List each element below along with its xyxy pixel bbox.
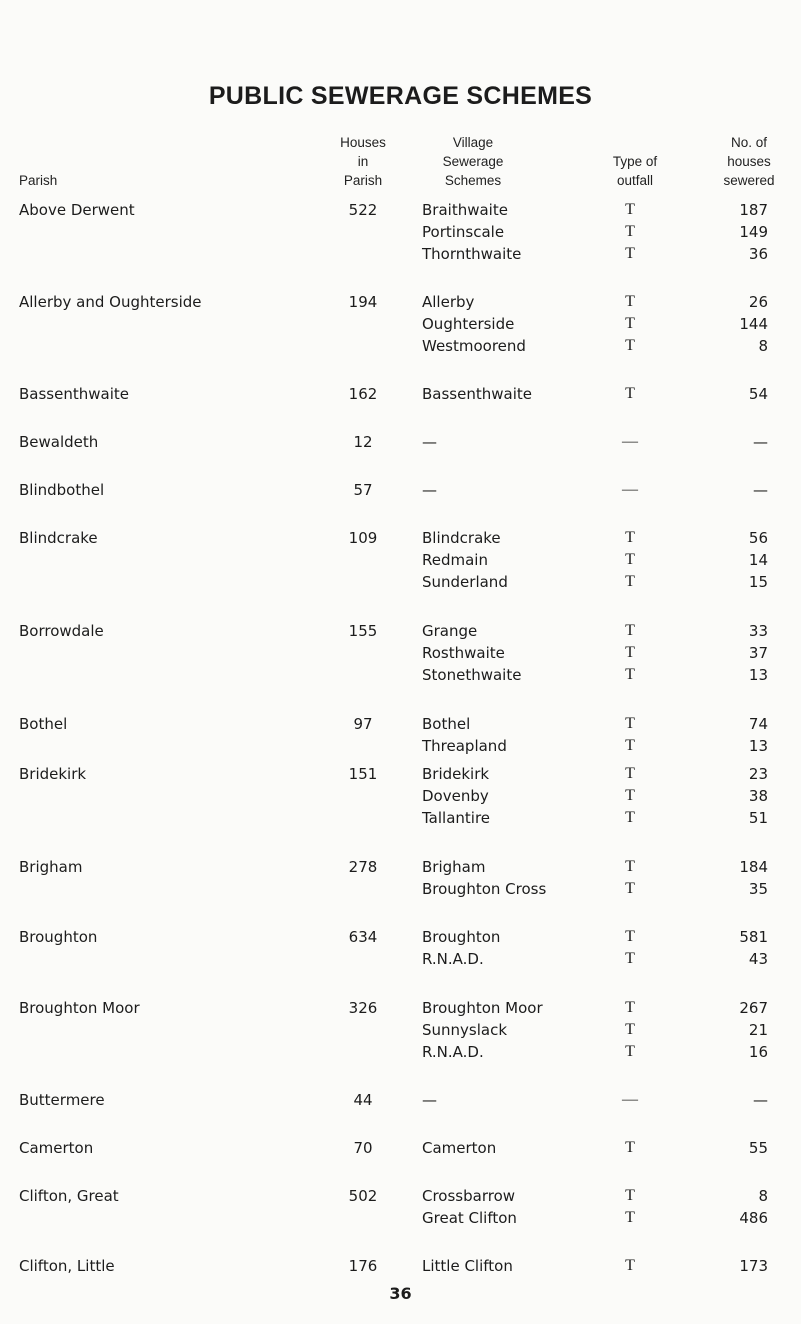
cell-houses: 522 [348,201,378,219]
cell-village: Crossbarrow [422,1187,516,1205]
cell-type: T [625,223,635,240]
cell-type: — [622,1091,638,1108]
cell-houses: 326 [348,999,378,1017]
cell-houses: 151 [348,765,378,783]
cell-houses: 278 [348,858,378,876]
table-row [0,1019,801,1041]
cell-village: Oughterside [422,315,515,333]
header-type-line: Type of [612,154,658,169]
header-village-line: Village [452,135,494,150]
cell-parish: Allerby and Oughterside [19,293,202,311]
cell-type: T [625,1257,635,1274]
table-row [0,549,801,571]
cell-houses: 109 [348,529,378,547]
cell-sewered: 15 [748,573,768,591]
cell-parish: Blindcrake [19,529,98,547]
cell-sewered: 486 [739,1209,768,1227]
table-row [0,1089,801,1111]
table-row [0,807,801,829]
cell-sewered: 54 [748,385,768,403]
cell-houses: 194 [348,293,378,311]
cell-type: T [625,1209,635,1226]
cell-parish: Bassenthwaite [19,385,129,403]
cell-village: Broughton [422,928,501,946]
table-row [0,1207,801,1229]
cell-village: R.N.A.D. [422,950,484,968]
cell-sewered: 55 [748,1139,768,1157]
cell-sewered: 581 [739,928,768,946]
cell-village: Portinscale [422,223,505,241]
header-houses [328,133,398,190]
cell-sewered: 16 [748,1043,768,1061]
cell-type: T [625,293,635,310]
cell-sewered: 149 [739,223,768,241]
cell-village: Thornthwaite [422,245,522,263]
cell-sewered: 21 [748,1021,768,1039]
table-row [0,785,801,807]
cell-village: Blindcrake [422,529,501,547]
table-row [0,997,801,1019]
cell-sewered: 14 [748,551,768,569]
cell-parish: Borrowdale [19,622,104,640]
cell-village: Threapland [422,737,507,755]
cell-type: T [625,337,635,354]
cell-sewered: 144 [739,315,768,333]
cell-sewered: 51 [748,809,768,827]
cell-houses: 634 [348,928,378,946]
cell-type: T [625,529,635,546]
header-parish-label: Parish [19,173,58,188]
cell-sewered: 36 [748,245,768,263]
cell-type: T [625,1187,635,1204]
cell-village: Stonethwaite [422,666,522,684]
table-row [0,1255,801,1277]
cell-sewered: 35 [748,880,768,898]
table-row [0,383,801,405]
table-row [0,431,801,453]
cell-type: T [625,622,635,639]
table-row [0,1185,801,1207]
cell-type: — [622,433,638,450]
cell-village: Little Clifton [422,1257,513,1275]
cell-sewered: — [753,433,768,451]
cell-parish: Clifton, Little [19,1257,115,1275]
table-row [0,763,801,785]
cell-parish: Bothel [19,715,68,733]
cell-parish: Camerton [19,1139,94,1157]
cell-sewered: 74 [748,715,768,733]
cell-houses: 162 [348,385,378,403]
cell-type: T [625,809,635,826]
cell-houses: 97 [353,715,373,733]
cell-village: Bassenthwaite [422,385,532,403]
cell-village: Braithwaite [422,201,508,219]
cell-type: T [625,245,635,262]
cell-sewered: 43 [748,950,768,968]
table-row [0,642,801,664]
cell-sewered: — [753,481,768,499]
page-title: PUBLIC SEWERAGE SCHEMES [208,82,593,110]
cell-village: Great Clifton [422,1209,517,1227]
table-row [0,243,801,265]
table-row [0,1137,801,1159]
cell-type: T [625,385,635,402]
table-row [0,735,801,757]
cell-sewered: 26 [748,293,768,311]
cell-sewered: 187 [739,201,768,219]
cell-sewered: 184 [739,858,768,876]
header-type [590,152,680,190]
table-row [0,948,801,970]
cell-type: T [625,880,635,897]
cell-type: T [625,858,635,875]
cell-village: Rosthwaite [422,644,505,662]
cell-houses: 12 [353,433,373,451]
cell-village: Dovenby [422,787,489,805]
cell-sewered: 33 [748,622,768,640]
cell-village: Broughton Moor [422,999,543,1017]
cell-type: T [625,999,635,1016]
cell-village: Broughton Cross [422,880,547,898]
table-row [0,713,801,735]
cell-sewered: 13 [748,737,768,755]
cell-village: Sunnyslack [422,1021,508,1039]
cell-type: — [622,481,638,498]
cell-parish: Bridekirk [19,765,87,783]
table-row [0,878,801,900]
cell-type: T [625,737,635,754]
cell-village: Tallantire [422,809,491,827]
header-houses-line: Parish [343,173,383,188]
cell-houses: 57 [353,481,373,499]
cell-village: Westmoorend [422,337,526,355]
cell-sewered: 23 [748,765,768,783]
table-row [0,1041,801,1063]
cell-village: Bridekirk [422,765,490,783]
table-row [0,856,801,878]
header-village-line: Sewerage [442,154,504,169]
cell-houses: 70 [353,1139,373,1157]
header-houses-line: in [357,154,369,169]
header-houses-line: Houses [340,135,386,150]
cell-houses: 502 [348,1187,378,1205]
table-row [0,221,801,243]
cell-type: T [625,551,635,568]
cell-type: T [625,315,635,332]
cell-sewered: 8 [758,337,768,355]
cell-village: Bothel [422,715,471,733]
cell-type: T [625,787,635,804]
cell-parish: Above Derwent [19,201,135,219]
cell-type: T [625,715,635,732]
header-sewered-line: sewered [723,173,775,188]
cell-parish: Buttermere [19,1091,105,1109]
cell-parish: Clifton, Great [19,1187,119,1205]
header-village-line: Schemes [444,173,502,188]
cell-village: Grange [422,622,478,640]
cell-village: — [422,433,437,451]
cell-sewered: 13 [748,666,768,684]
cell-type: T [625,201,635,218]
header-village [418,133,528,190]
cell-parish: Bewaldeth [19,433,99,451]
table-row [0,313,801,335]
table-row [0,527,801,549]
cell-houses: 44 [353,1091,373,1109]
cell-type: T [625,573,635,590]
table-row [0,479,801,501]
cell-type: T [625,1021,635,1038]
header-sewered-line: No. of [730,135,768,150]
cell-type: T [625,950,635,967]
table-row [0,926,801,948]
cell-sewered: 37 [748,644,768,662]
cell-sewered: — [753,1091,768,1109]
table-row [0,664,801,686]
page-number: 36 [389,1284,412,1303]
table-row [0,291,801,313]
cell-type: T [625,1139,635,1156]
cell-village: Camerton [422,1139,497,1157]
header-parish [19,171,57,190]
cell-type: T [625,666,635,683]
cell-type: T [625,644,635,661]
cell-houses: 176 [348,1257,378,1275]
cell-parish: Blindbothel [19,481,105,499]
cell-parish: Brigham [19,858,83,876]
header-sewered [704,133,794,190]
cell-village: R.N.A.D. [422,1043,484,1061]
table-row [0,620,801,642]
cell-parish: Broughton [19,928,98,946]
cell-type: T [625,928,635,945]
cell-village: — [422,1091,437,1109]
cell-sewered: 8 [758,1187,768,1205]
cell-village: Redmain [422,551,488,569]
cell-village: Sunderland [422,573,508,591]
header-type-line: outfall [616,173,654,188]
cell-parish: Broughton Moor [19,999,140,1017]
table-row [0,199,801,221]
cell-houses: 155 [348,622,378,640]
cell-village: — [422,481,437,499]
cell-village: Allerby [422,293,475,311]
table-row [0,571,801,593]
table-row [0,335,801,357]
cell-village: Brigham [422,858,486,876]
header-sewered-line: houses [727,154,771,169]
cell-sewered: 38 [748,787,768,805]
cell-sewered: 56 [748,529,768,547]
cell-sewered: 267 [739,999,768,1017]
cell-type: T [625,1043,635,1060]
cell-sewered: 173 [739,1257,768,1275]
cell-type: T [625,765,635,782]
